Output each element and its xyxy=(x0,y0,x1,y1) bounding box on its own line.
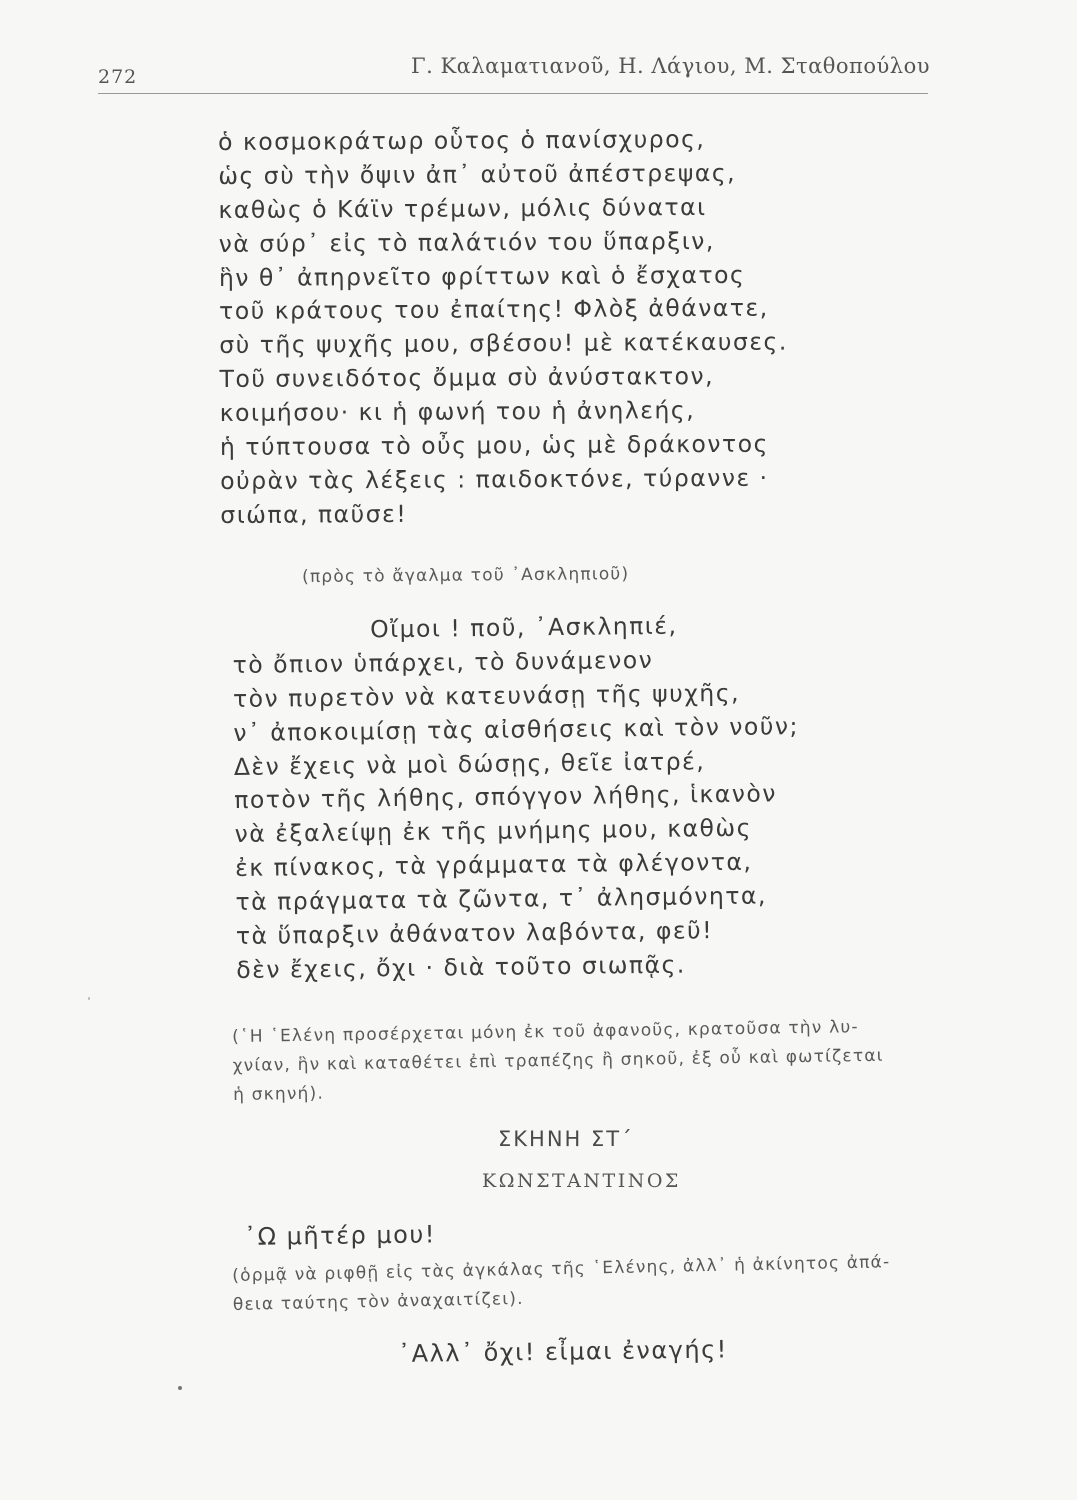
verse-block-2 xyxy=(232,608,802,988)
verse-line: ὡς σὺ τὴν ὄψιν ἀπ᾽ αὐτοῦ ἀπέστρεψας, xyxy=(218,158,737,190)
verse-line: καθὼς ὁ Κάϊν τρέμων, μόλις δύναται xyxy=(218,192,707,224)
verse-line: Δὲν ἔχεις νὰ μοὶ δώσῃς, θεῖε ἰατρέ, xyxy=(233,746,706,781)
verse-line: Οἴμοι ! ποῦ, ᾿Ασκληπιέ, xyxy=(370,611,678,644)
verse-line: κοιμήσου· κι ἡ φωνή του ἡ ἀνηλεής, xyxy=(219,396,696,428)
verse-line: ν᾽ ἀποκοιμίσῃ τὰς αἰσθήσεις καὶ τὸν νοῦν; xyxy=(233,711,800,747)
speech-line-2: ᾿Αλλ᾽ ὄχι! εἶμαι ἐναγής! xyxy=(398,1335,728,1368)
stage-line: (ὁρμᾷ νὰ ριφθῇ εἰς τὰς ἀγκάλας τῆς ῾Ελένης, ἀλλ᾽ ἡ ἀκίνητος ἀπά- xyxy=(232,1252,891,1286)
stage-line: ἡ σκηνή). xyxy=(232,1083,325,1105)
stage-direction-3 xyxy=(232,1248,891,1320)
verse-line: τοῦ κράτους του ἐπαίτης! Φλὸξ ἀθάνατε, xyxy=(219,294,769,326)
header-rule xyxy=(98,93,928,94)
verse-line: ἐκ πίνακος, τὰ γράμματα τὰ φλέγοντα, xyxy=(234,847,753,883)
verse-line: τὰ ὕπαρξιν ἀθάνατον λαβόντα, φεῦ! xyxy=(235,916,714,950)
speech-line-1: ᾿Ω μῆτέρ μου! xyxy=(244,1220,437,1251)
running-head: Γ. Καλαματιανοῦ, Η. Λάγιου, Μ. Σταθοπούλου xyxy=(411,54,930,78)
verse-line: ποτὸν τῆς λήθης, σπόγγον λήθης, ἱκανὸν xyxy=(234,779,778,815)
stage-direction-1: (πρὸς τὸ ἄγαλμα τοῦ ᾿Ασκληπιοῦ) xyxy=(302,564,630,587)
paper-speck xyxy=(88,997,90,1000)
verse-line: τὸ ὄπιον ὑπάρχει, τὸ δυνάμενον xyxy=(232,645,654,679)
page-header xyxy=(98,50,930,90)
stage-line: (῾Η ῾Ελένη προσέρχεται μόνη ἐκ τοῦ ἀφανοῦς, κρατοῦσα τὴν λυ- xyxy=(232,1017,859,1047)
speaker-name: ΚΩΝΣΤΑΝΤΙΝΟΣ xyxy=(482,1170,681,1192)
verse-line: ἡ τύπτουσα τὸ οὖς μου, ὡς μὲ δράκοντος xyxy=(219,429,769,462)
verse-line: τὸν πυρετὸν νὰ κατευνάσῃ τῆς ψυχῆς, xyxy=(232,678,741,713)
verse-block-1 xyxy=(218,123,789,533)
scene-heading: ΣΚΗΝΗ ΣΤ΄ xyxy=(498,1127,634,1151)
verse-line: νὰ σύρ᾽ εἰς τὸ παλάτιόν του ὕπαρξιν, xyxy=(218,226,715,258)
verse-line: τὰ πράγματα τὰ ζῶντα, τ᾽ ἀλησμόνητα, xyxy=(235,881,768,917)
paper-speck xyxy=(178,1386,182,1390)
verse-line: σιώπα, παῦσε! xyxy=(220,499,408,529)
stage-direction-2 xyxy=(232,1013,884,1110)
verse-line: ἣν θ᾽ ἀπηρνεῖτο φρίττων καὶ ὁ ἔσχατος xyxy=(218,260,746,292)
verse-line: οὐρὰν τὰς λέξεις : παιδοκτόνε, τύραννε · xyxy=(220,463,769,495)
verse-line: Τοῦ συνειδότος ὄμμα σὺ ἀνύστακτον, xyxy=(219,362,715,394)
page-number: 272 xyxy=(98,66,138,88)
stage-line: χνίαν, ἣν καὶ καταθέτει ἐπὶ τραπέζης ἢ σηκοῦ, ἐξ οὗ καὶ φωτίζεται xyxy=(232,1045,884,1076)
verse-line: σὺ τῆς ψυχῆς μου, σβέσου! μὲ κατέκαυσες. xyxy=(219,327,788,360)
stage-line: θεια ταύτης τὸν ἀναχαιτίζει). xyxy=(232,1288,524,1315)
verse-line: δὲν ἔχεις, ὄχι · διὰ τοῦτο σιωπᾷς. xyxy=(236,950,686,984)
verse-line: νὰ ἐξαλείψῃ ἐκ τῆς μνήμης μου, καθὼς xyxy=(234,814,753,849)
verse-line: ὁ κοσμοκράτωρ οὗτος ὁ πανίσχυρος, xyxy=(218,125,706,156)
